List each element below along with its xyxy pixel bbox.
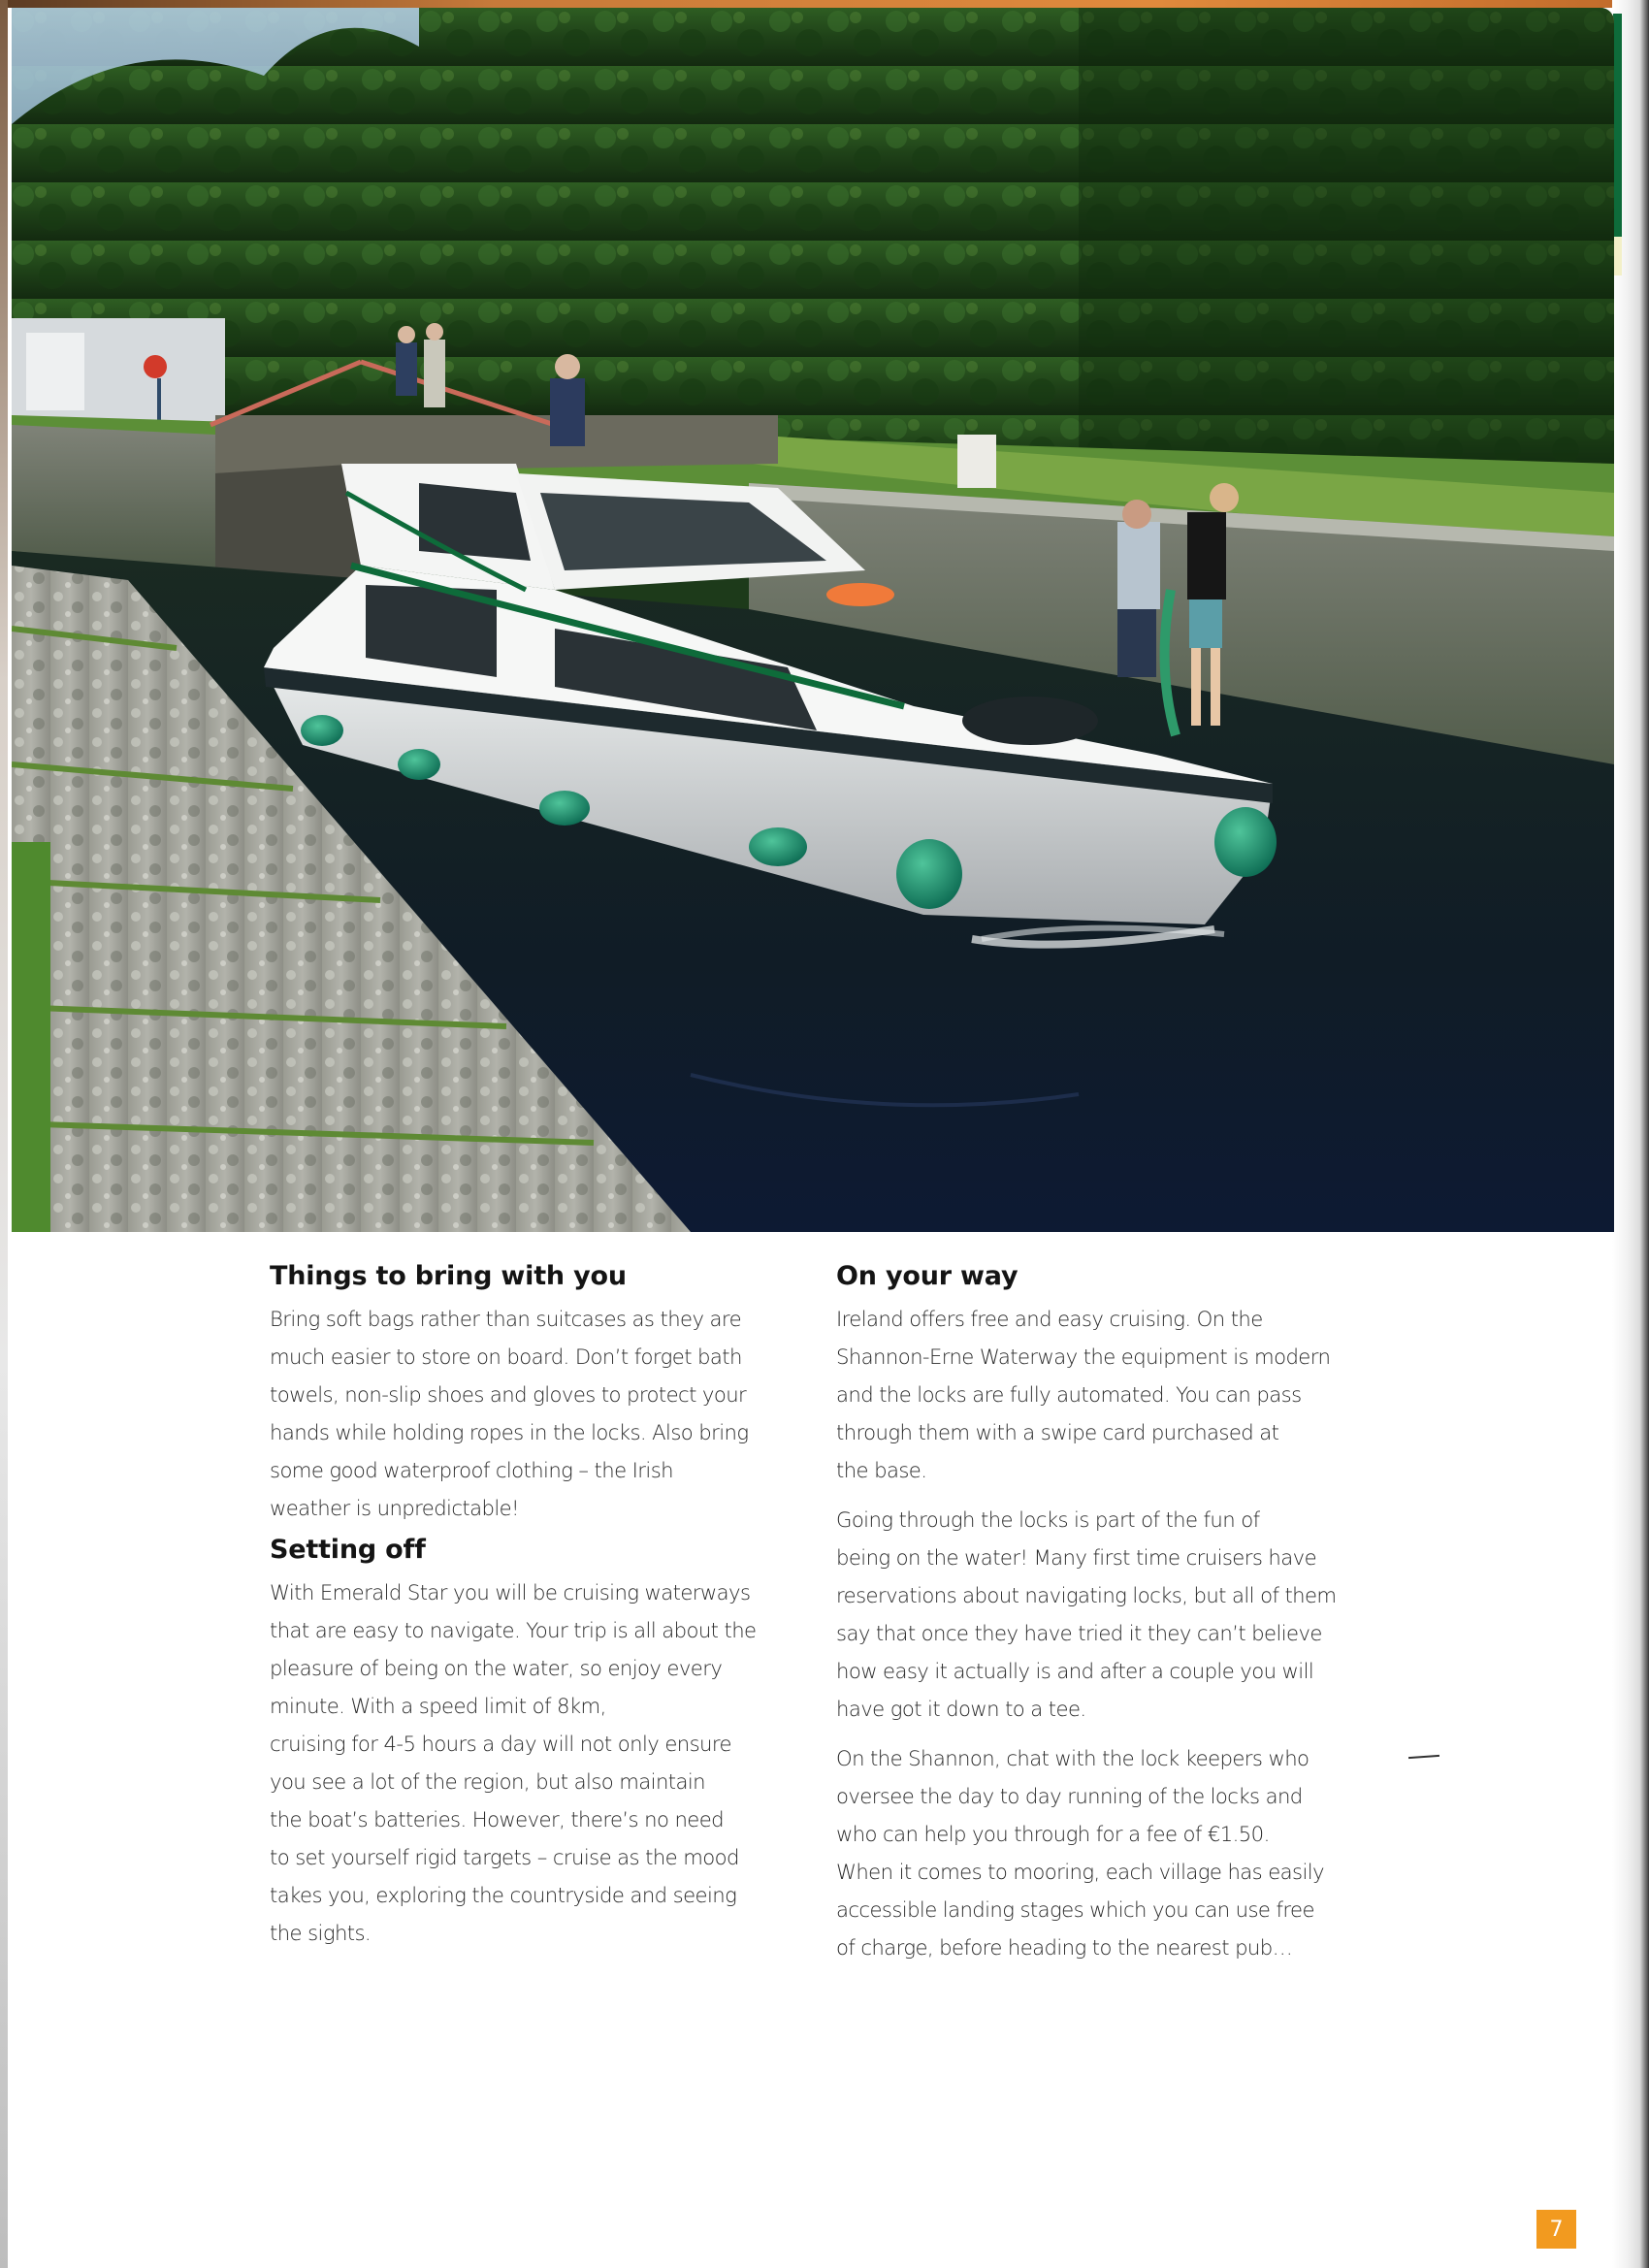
page-number-badge: 7 xyxy=(1536,2210,1576,2249)
paragraph-on-your-way-3: On the Shannon, chat with the lock keepers who oversee the day to day running of the locks and who can help you through for a fee of €1.50. When it comes to mooring, each village has easily accessible landing stages which you can use free of charge, before heading to the nearest pub… xyxy=(836,1746,1324,1960)
paragraph-things-to-bring: Bring soft bags rather than suitcases as they are much easier to store on board. Don’t forget bath towels, non-slip shoes and gloves to protect your hands while holding ropes in the locks. Also bring some good waterproof clothing – the Irish weather is unpredictable! xyxy=(270,1307,749,1520)
paragraph-on-your-way-2: Going through the locks is part of the fun of being on the water! Many first time cruisers have reservations about navigating locks, but all of them say that once they have tried it they can’t believe how easy it actually is and after a couple you will have got it down to a tee. xyxy=(836,1507,1337,1721)
paragraph-on-your-way-1: Ireland offers free and easy cruising. On the Shannon-Erne Waterway the equipment is modern and the locks are fully automated. You can pass through them with a swipe card purchased at the base. xyxy=(836,1307,1331,1482)
scan-edge-top xyxy=(0,0,1649,8)
heading-on-your-way: On your way xyxy=(836,1261,1018,1291)
scan-edge-left xyxy=(0,0,8,2268)
hero-photo xyxy=(12,8,1614,1232)
scan-edge-right xyxy=(1612,0,1649,2268)
paragraph-setting-off: With Emerald Star you will be cruising waterways that are easy to navigate. Your trip is all about the pleasure of being on the water, so enjoy every minute. With a speed limit of 8km, cruising for 4-5 hours a day will not only ensure you see a lot of the region, but also maintain the boat’s batteries. However, there’s no need to set yourself rigid targets – cruise as the mood takes you, exploring the countryside and seeing the sights. xyxy=(270,1580,757,1945)
brand-color-tab xyxy=(1613,14,1622,237)
right-column xyxy=(836,1261,1360,1966)
page-edge-tab xyxy=(1613,237,1622,275)
boat-in-lock-illustration xyxy=(12,8,1614,1232)
scan-pen-mark xyxy=(1408,1755,1439,1759)
heading-setting-off: Setting off xyxy=(270,1535,426,1565)
heading-things-to-bring: Things to bring with you xyxy=(270,1261,627,1291)
left-column xyxy=(270,1261,793,1952)
